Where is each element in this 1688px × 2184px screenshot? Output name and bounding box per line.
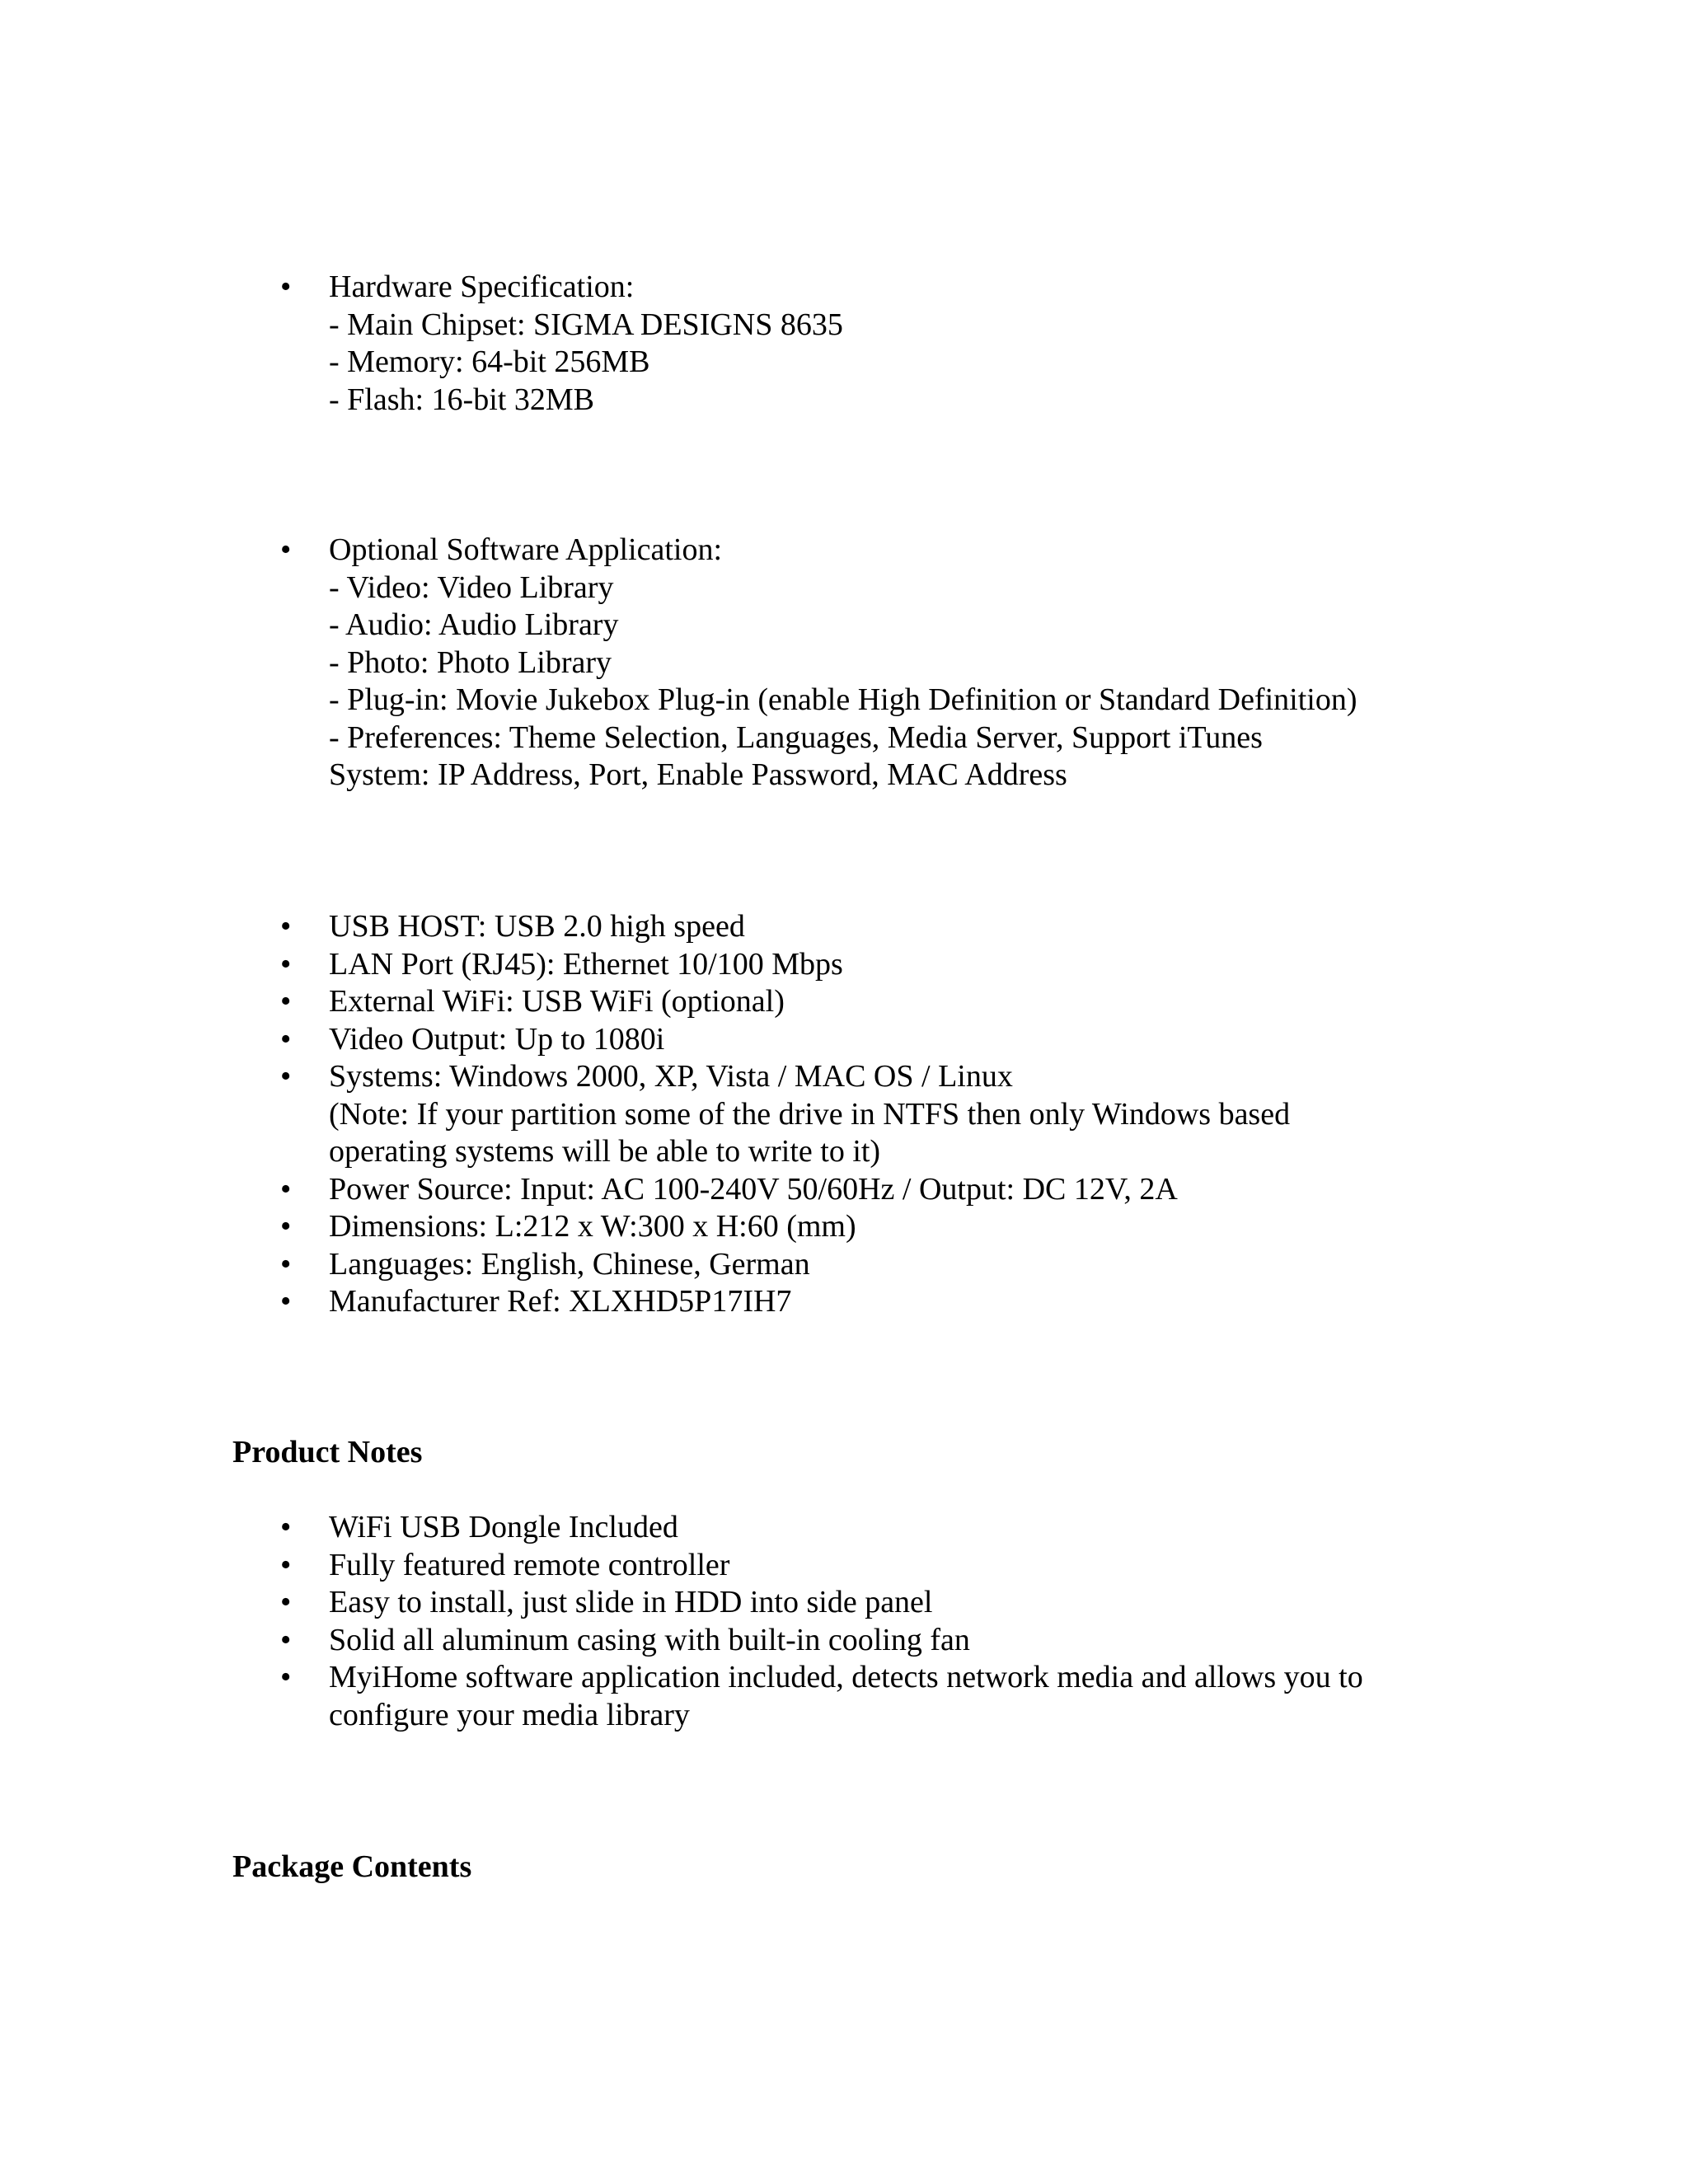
list-item (0, 983, 1688, 1021)
software-video: - Video: Video Library (329, 569, 614, 605)
bullet-icon: • (280, 269, 292, 304)
package-contents-heading: Package Contents (232, 1849, 472, 1884)
spec-manufacturer-ref: Manufacturer Ref: XLXHD5P17IH7 (329, 1284, 792, 1319)
note-aluminum-casing: Solid all aluminum casing with built-in cooling fan (329, 1622, 970, 1657)
list-item-text (329, 269, 1425, 419)
bullet-icon: • (280, 1284, 292, 1319)
list-item (0, 1208, 1688, 1246)
spec-languages: Languages: English, Chinese, German (329, 1246, 810, 1282)
bullet-icon: • (280, 1021, 292, 1057)
list-item (0, 1283, 1688, 1321)
software-plugin: - Plug-in: Movie Jukebox Plug-in (enable High Definition or Standard Definition) (329, 682, 1357, 717)
bullet-icon: • (280, 984, 292, 1019)
list-item (0, 1058, 1688, 1171)
list-item-text (329, 908, 1425, 946)
list-item-text (329, 1246, 1425, 1284)
note-remote-controller: Fully featured remote controller (329, 1547, 730, 1582)
note-software-app-cont: configure your media library (329, 1697, 690, 1732)
list-item (0, 1659, 1688, 1734)
spec-systems-note: (Note: If your partition some of the drive in NTFS then only Windows based (329, 1096, 1291, 1132)
bullet-icon: • (280, 532, 292, 567)
list-item-text (329, 1622, 1425, 1660)
list-item-text (329, 532, 1425, 794)
hardware-flash: - Flash: 16-bit 32MB (329, 382, 594, 417)
list-item-text (329, 983, 1425, 1021)
software-preferences: - Preferences: Theme Selection, Languages, Media Server, Support iTunes (329, 719, 1263, 755)
bullet-icon: • (280, 1547, 292, 1582)
bullet-icon: • (280, 1209, 292, 1244)
bullet-icon: • (280, 1171, 292, 1207)
list-item (0, 532, 1688, 794)
list-item (0, 1509, 1688, 1547)
spec-lan-port: LAN Port (RJ45): Ethernet 10/100 Mbps (329, 946, 843, 982)
note-software-app: MyiHome software application included, detects network media and allows you to (329, 1660, 1363, 1694)
software-section (0, 532, 1688, 794)
spec-systems-note-cont: operating systems will be able to write to it) (329, 1134, 881, 1169)
list-item-text (329, 1547, 1425, 1585)
list-item-text (329, 1659, 1425, 1734)
list-item (0, 1246, 1688, 1284)
list-item (0, 1622, 1688, 1660)
hardware-memory: - Memory: 64-bit 256MB (329, 344, 650, 379)
hardware-spec-section (0, 269, 1688, 419)
list-item-text (329, 1171, 1425, 1209)
software-audio: - Audio: Audio Library (329, 607, 619, 642)
list-item (0, 1171, 1688, 1209)
software-photo: - Photo: Photo Library (329, 644, 612, 680)
list-item-text (329, 1584, 1425, 1622)
spec-external-wifi: External WiFi: USB WiFi (optional) (329, 984, 785, 1019)
bullet-icon: • (280, 1246, 292, 1282)
list-item (0, 946, 1688, 984)
software-title: Optional Software Application: (329, 532, 723, 567)
list-item-text (329, 1058, 1425, 1171)
hardware-chipset: - Main Chipset: SIGMA DESIGNS 8635 (329, 307, 843, 342)
bullet-icon: • (280, 909, 292, 944)
bullet-icon: • (280, 1622, 292, 1657)
product-notes-list (0, 1509, 1688, 1734)
list-item (0, 1584, 1688, 1622)
list-item-text (329, 1509, 1425, 1547)
list-item-text (329, 1208, 1425, 1246)
list-item-text (329, 1021, 1425, 1059)
spec-video-output: Video Output: Up to 1080i (329, 1021, 665, 1057)
note-easy-install: Easy to install, just slide in HDD into side panel (329, 1585, 933, 1619)
list-item-text (329, 946, 1425, 984)
list-item-text (329, 1283, 1425, 1321)
list-item (0, 269, 1688, 419)
spec-dimensions: Dimensions: L:212 x W:300 x H:60 (mm) (329, 1209, 856, 1244)
note-wifi-dongle: WiFi USB Dongle Included (329, 1510, 678, 1544)
list-item (0, 908, 1688, 946)
software-system: System: IP Address, Port, Enable Password, MAC Address (329, 757, 1067, 792)
bullet-icon: • (280, 1510, 292, 1544)
bullet-icon: • (280, 946, 292, 982)
bullet-icon: • (280, 1660, 292, 1694)
spec-power-source: Power Source: Input: AC 100-240V 50/60Hz / Output: DC 12V, 2A (329, 1171, 1178, 1207)
hardware-title: Hardware Specification: (329, 269, 635, 304)
spec-systems: Systems: Windows 2000, XP, Vista / MAC OS / Linux (329, 1059, 1013, 1094)
bullet-icon: • (280, 1585, 292, 1619)
list-item (0, 1021, 1688, 1059)
product-notes-heading: Product Notes (232, 1435, 423, 1469)
list-item (0, 1547, 1688, 1585)
bullet-icon: • (280, 1059, 292, 1094)
specs-list (0, 908, 1688, 1321)
spec-usb-host: USB HOST: USB 2.0 high speed (329, 909, 745, 944)
